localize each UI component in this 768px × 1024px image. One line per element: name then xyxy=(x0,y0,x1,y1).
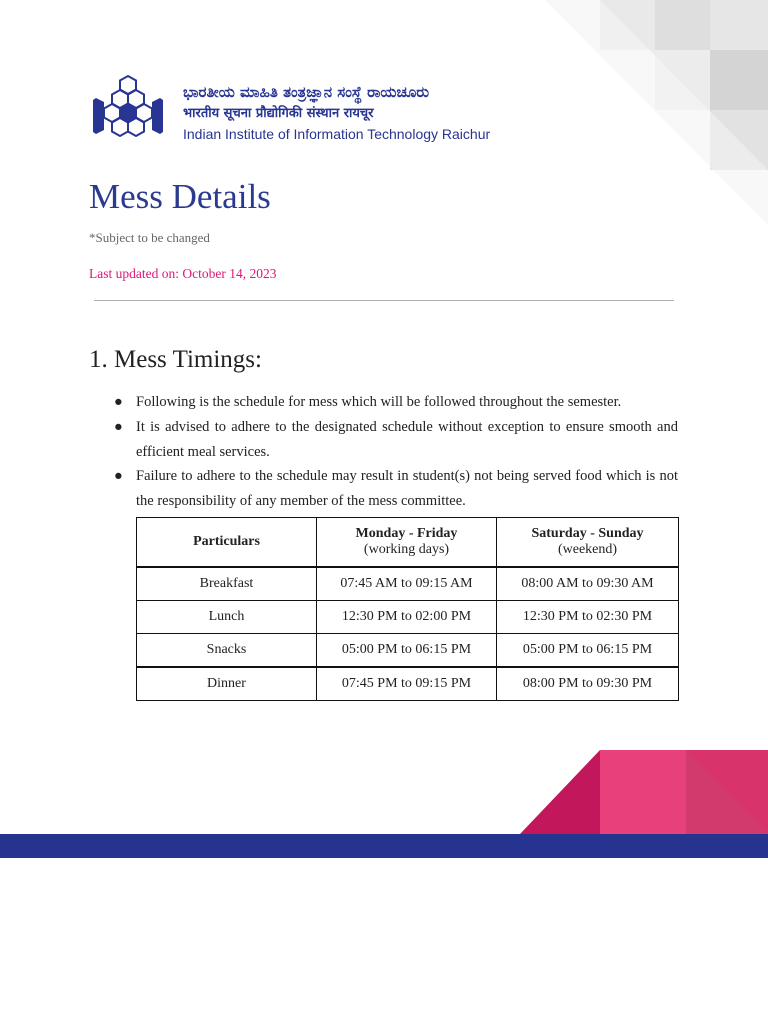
header-sublabel: (working days) xyxy=(363,542,450,557)
institute-name-hindi: भारतीय सूचना प्रौद्योगिकी संस्थान रायचूर xyxy=(183,106,374,121)
last-updated: Last updated on: October 14, 2023 xyxy=(89,266,277,281)
institute-name-kannada: ಭಾರತೀಯ ಮಾಹಿತಿ ತಂತ್ರಜ್ಞಾನ ಸಂಸ್ಥೆ ರಾಯಚೂರು xyxy=(183,83,429,101)
mess-timings-table xyxy=(136,517,679,701)
table-header-cell xyxy=(317,518,497,568)
table-row xyxy=(137,601,679,634)
bullet-icon: ● xyxy=(114,394,123,410)
header-sublabel: (weekend) xyxy=(557,542,618,557)
table-row xyxy=(137,667,679,701)
bullet-icon: ● xyxy=(114,468,123,485)
divider xyxy=(94,300,674,301)
meal-cell: Lunch xyxy=(137,601,317,634)
list-item xyxy=(114,415,678,465)
bullet-icon: ● xyxy=(114,418,123,435)
list-item xyxy=(114,390,678,415)
page-title: Mess Details xyxy=(89,177,271,216)
weekday-time-cell: 07:45 AM to 09:15 AM xyxy=(317,567,497,601)
institute-logo xyxy=(92,74,164,142)
header-label: Saturday - Sunday xyxy=(531,526,644,541)
footer-band xyxy=(0,834,768,858)
list-item-text: Following is the schedule for mess which will be followed throughout the semester. xyxy=(136,394,622,410)
bullet-list xyxy=(114,390,678,514)
weekend-time-cell: 08:00 AM to 09:30 AM xyxy=(497,567,679,601)
list-item xyxy=(114,464,678,514)
weekday-time-cell: 12:30 PM to 02:00 PM xyxy=(317,601,497,634)
weekday-time-cell: 05:00 PM to 06:15 PM xyxy=(317,634,497,668)
corner-tile xyxy=(655,0,710,50)
table-row xyxy=(137,634,679,668)
weekend-time-cell: 12:30 PM to 02:30 PM xyxy=(497,601,679,634)
corner-tile xyxy=(710,0,768,50)
institute-name-block xyxy=(183,82,490,144)
meal-cell: Breakfast xyxy=(137,567,317,601)
header-label: Monday - Friday xyxy=(355,526,458,541)
meal-cell: Snacks xyxy=(137,634,317,668)
weekday-time-cell: 07:45 PM to 09:15 PM xyxy=(317,667,497,701)
table-row xyxy=(137,567,679,601)
footer-shape-dark xyxy=(520,750,600,834)
list-item-text: It is advised to adhere to the designated schedule without exception to ensure smooth and efficient meal services. xyxy=(136,418,678,460)
institute-name-english: Indian Institute of Information Technology Raichur xyxy=(183,126,491,142)
meal-cell: Dinner xyxy=(137,667,317,701)
table-header-cell xyxy=(497,518,679,568)
header-label: Particulars xyxy=(193,534,260,549)
list-item-text: Failure to adhere to the schedule may result in student(s) not being served food which is not the responsibility of any member of the mess committee. xyxy=(136,468,678,510)
weekend-time-cell: 08:00 PM to 09:30 PM xyxy=(497,667,679,701)
weekend-time-cell: 05:00 PM to 06:15 PM xyxy=(497,634,679,668)
table-header-row xyxy=(137,518,679,568)
subject-note: *Subject to be changed xyxy=(89,230,210,245)
section-heading: 1. Mess Timings: xyxy=(89,346,262,373)
table-header-cell xyxy=(137,518,317,568)
corner-tile xyxy=(710,50,768,110)
